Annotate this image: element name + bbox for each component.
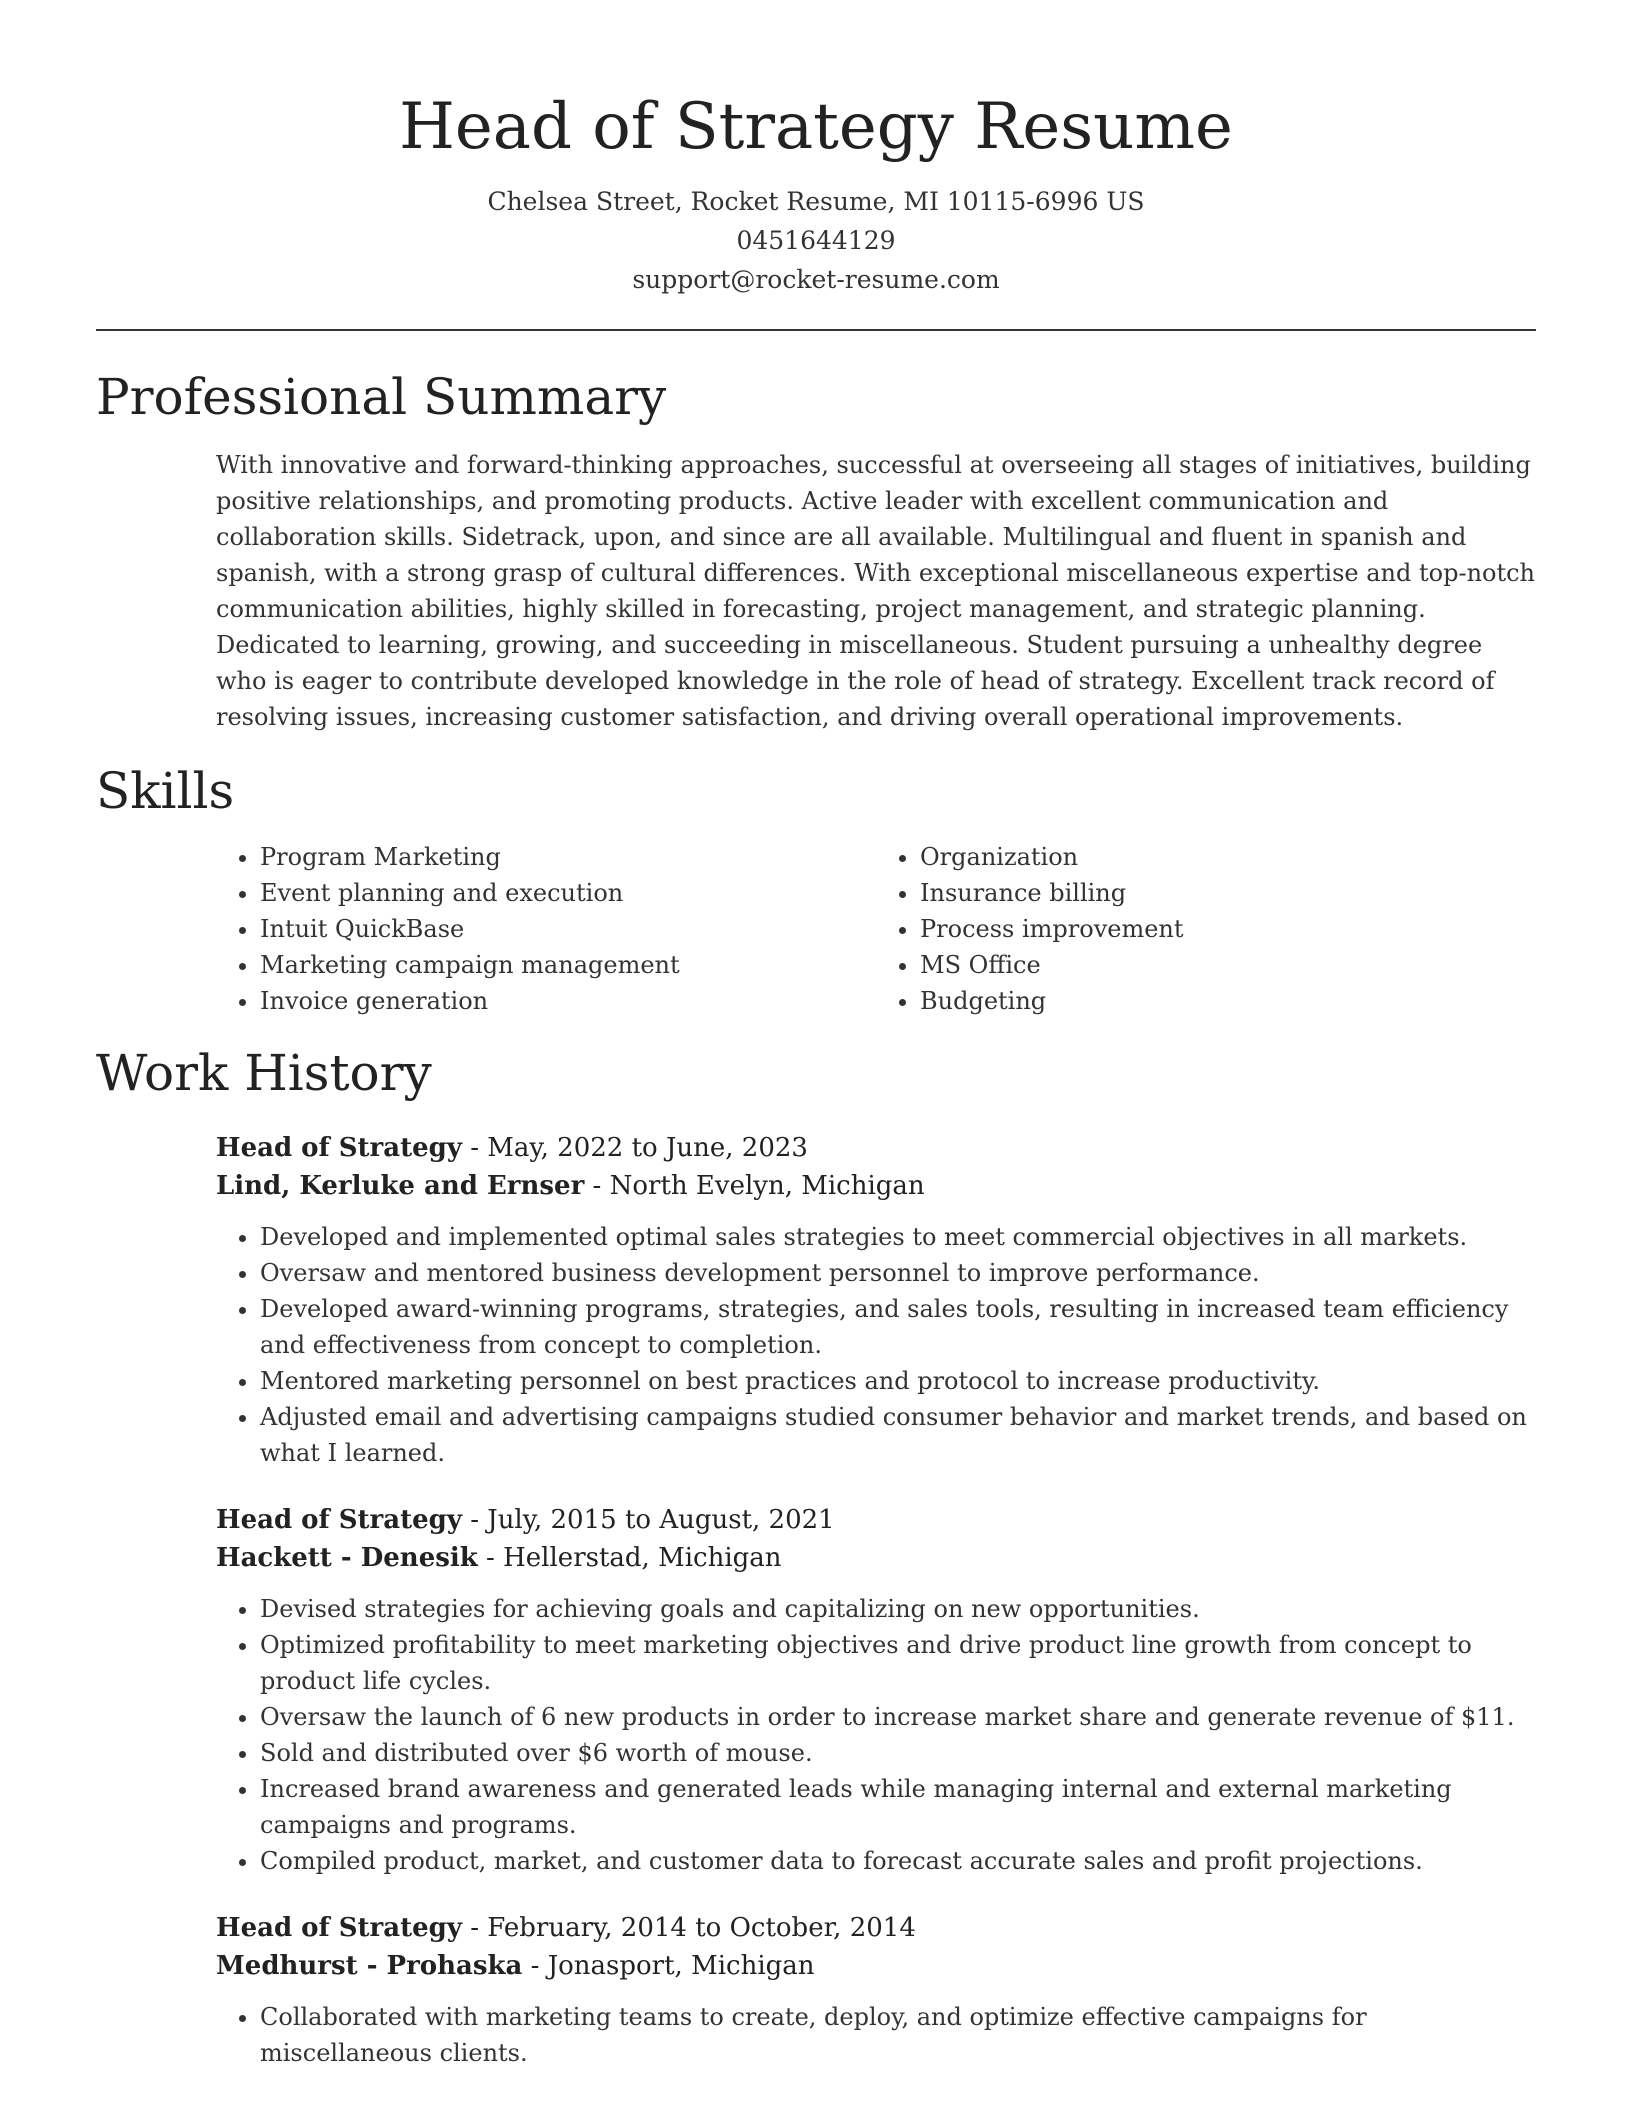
skills-column-left xyxy=(216,839,876,1019)
skills-grid xyxy=(216,839,1536,1019)
skill-item: • Marketing campaign management xyxy=(260,947,876,983)
job-location: Hellerstad, Michigan xyxy=(503,1543,782,1573)
job-location: North Evelyn, Michigan xyxy=(609,1171,925,1201)
job-bullet: • Sold and distributed over $6 worth of mouse. xyxy=(260,1735,1536,1771)
separator: - xyxy=(584,1171,610,1201)
job-company: Hackett - Denesik xyxy=(216,1543,478,1573)
summary-heading: Professional Summary xyxy=(96,368,667,426)
job-title-line xyxy=(216,1501,1536,1539)
job-dates: May, 2022 to June, 2023 xyxy=(487,1133,808,1163)
contact-address: Chelsea Street, Rocket Resume, MI 10115-6996 US xyxy=(487,187,1145,216)
header-divider xyxy=(96,329,1536,331)
skills-heading: Skills xyxy=(96,762,235,820)
separator: - xyxy=(461,1505,488,1535)
skill-item: • Process improvement xyxy=(920,911,1536,947)
job-bullets xyxy=(216,1999,1536,2071)
skill-item: • Event planning and execution xyxy=(260,875,876,911)
resume-title: Head of Strategy Resume xyxy=(399,90,1233,164)
contact-phone: 0451644129 xyxy=(736,226,896,255)
job-bullet: • Mentored marketing personnel on best practices and protocol to increase productivity. xyxy=(260,1363,1536,1399)
separator: - xyxy=(461,1133,488,1163)
job-bullet: • Adjusted email and advertising campaigns studied consumer behavior and market trends, and based on what I learned. xyxy=(260,1399,1536,1471)
job-dates: February, 2014 to October, 2014 xyxy=(487,1913,916,1943)
skills-column-right xyxy=(876,839,1536,1019)
job-bullet: • Collaborated with marketing teams to create, deploy, and optimize effective campaigns for miscellaneous clients. xyxy=(260,1999,1536,2071)
separator: - xyxy=(522,1951,548,1981)
separator: - xyxy=(477,1543,504,1573)
skill-item: • Invoice generation xyxy=(260,983,876,1019)
job-company-line xyxy=(216,1947,1536,1985)
job-bullets xyxy=(216,1219,1536,1471)
skill-item: • MS Office xyxy=(920,947,1536,983)
job-bullet: • Developed and implemented optimal sales strategies to meet commercial objectives in all markets. xyxy=(260,1219,1536,1255)
job-bullet: • Optimized profitability to meet marketing objectives and drive product line growth from concept to product life cycles. xyxy=(260,1627,1536,1699)
skill-item: • Intuit QuickBase xyxy=(260,911,876,947)
skill-item: • Budgeting xyxy=(920,983,1536,1019)
job-title-line xyxy=(216,1909,1536,1947)
job-title: Head of Strategy xyxy=(216,1133,462,1163)
skill-item: • Insurance billing xyxy=(920,875,1536,911)
job-title: Head of Strategy xyxy=(216,1913,462,1943)
job-entry xyxy=(216,1909,1536,2071)
job-bullet: • Increased brand awareness and generated leads while managing internal and external marketing campaigns and programs. xyxy=(260,1771,1536,1843)
summary-text: With innovative and forward-thinking approaches, successful at overseeing all stages of initiatives, building positive relationships, and promoting products. Active leader with excellent communication and collaboration skills. Sidetrack, upon, and since are all available. Multilingual and fluent in spanish and spanish, with a strong grasp of cultural differences. With exceptional miscellaneous expertise and top-notch communication abilities, highly skilled in forecasting, project management, and strategic planning. Dedicated to learning, growing, and succeeding in miscellaneous. Student pursuing a unhealthy degree who is eager to contribute developed knowledge in the role of head of strategy. Excellent track record of resolving issues, increasing customer satisfaction, and driving overall operational improvements. xyxy=(216,451,1536,731)
job-dates: July, 2015 to August, 2021 xyxy=(487,1505,835,1535)
job-company-line xyxy=(216,1539,1536,1577)
work-history-heading: Work History xyxy=(96,1044,432,1102)
job-location: Jonasport, Michigan xyxy=(547,1951,815,1981)
job-bullets xyxy=(216,1591,1536,1879)
job-title: Head of Strategy xyxy=(216,1505,462,1535)
contact-email: support@rocket-resume.com xyxy=(632,265,1000,294)
job-company-line xyxy=(216,1167,1536,1205)
job-bullet: • Developed award-winning programs, strategies, and sales tools, resulting in increased team efficiency and effectiveness from concept to completion. xyxy=(260,1291,1536,1363)
job-bullet: • Devised strategies for achieving goals and capitalizing on new opportunities. xyxy=(260,1591,1536,1627)
job-title-line xyxy=(216,1129,1536,1167)
skill-item: • Program Marketing xyxy=(260,839,876,875)
resume-header xyxy=(96,0,1536,299)
job-company: Lind, Kerluke and Ernser xyxy=(216,1171,585,1201)
job-company: Medhurst - Prohaska xyxy=(216,1951,523,1981)
contact-block xyxy=(96,182,1536,299)
skill-item: • Organization xyxy=(920,839,1536,875)
job-bullet: • Oversaw and mentored business development personnel to improve performance. xyxy=(260,1255,1536,1291)
separator: - xyxy=(461,1913,488,1943)
job-entry xyxy=(216,1501,1536,1879)
job-bullet: • Compiled product, market, and customer data to forecast accurate sales and profit projections. xyxy=(260,1843,1536,1879)
job-entry xyxy=(216,1129,1536,1471)
job-bullet: • Oversaw the launch of 6 new products in order to increase market share and generate revenue of $11. xyxy=(260,1699,1536,1735)
